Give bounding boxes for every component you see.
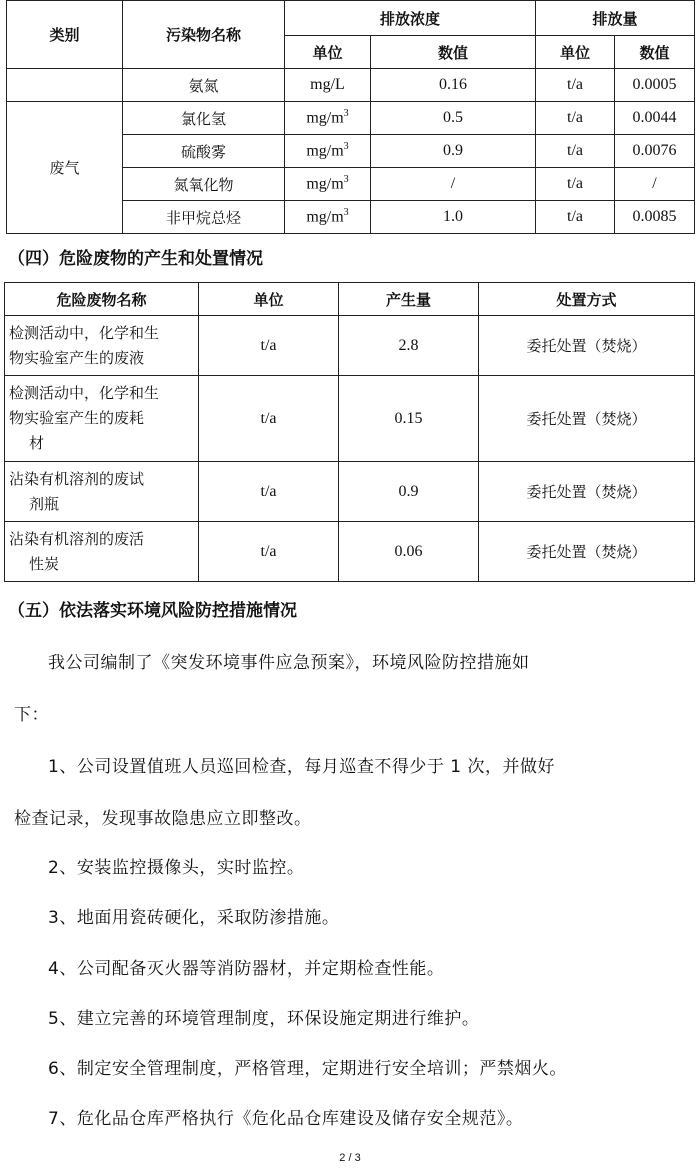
waste-disposal: 委托处置（焚烧） xyxy=(479,376,695,462)
conc-value: 0.16 xyxy=(371,69,536,102)
intro-paragraph-line2: 下： xyxy=(14,705,49,725)
emission-unit: t/a xyxy=(536,201,615,234)
header-concentration: 排放浓度 xyxy=(285,1,536,36)
measure-3: 3、地面用瓷砖硬化，采取防渗措施。 xyxy=(48,908,340,928)
emission-unit: t/a xyxy=(536,102,615,135)
pollutant-name: 氨氮 xyxy=(123,69,285,102)
conc-value: 0.5 xyxy=(371,102,536,135)
measure-2: 2、安装监控摄像头，实时监控。 xyxy=(48,858,305,878)
conc-unit: $mg/m^3$ xyxy=(285,135,371,168)
waste-amount: 0.15 xyxy=(339,376,479,462)
waste-unit: t/a xyxy=(199,522,339,582)
conc-value: 0.9 xyxy=(371,135,536,168)
waste-unit: t/a xyxy=(199,462,339,522)
page-number: 2 / 3 xyxy=(339,1152,361,1164)
emission-value: 0.0044 xyxy=(615,102,695,135)
waste-unit: t/a xyxy=(199,316,339,376)
waste-amount: 0.9 xyxy=(339,462,479,522)
table-row xyxy=(5,462,695,522)
table-row xyxy=(7,102,695,135)
header-amount: 产生量 xyxy=(339,283,479,316)
header-emission: 排放量 xyxy=(536,1,695,36)
waste-disposal: 委托处置（焚烧） xyxy=(479,522,695,582)
waste-disposal: 委托处置（焚烧） xyxy=(479,316,695,376)
measure-7: 7、危化品仓库严格执行《危化品仓库建设及储存安全规范》。 xyxy=(48,1109,524,1129)
conc-unit: mg/L xyxy=(285,69,371,102)
header-conc-value: 数值 xyxy=(371,36,536,69)
measure-4: 4、公司配备灭火器等消防器材，并定期检查性能。 xyxy=(48,959,445,979)
header-waste-name: 危险废物名称 xyxy=(5,283,199,316)
emission-table xyxy=(6,0,695,234)
intro-paragraph-line1: 我公司编制了《突发环境事件应急预案》，环境风险防控措施如 xyxy=(48,653,530,673)
pollutant-name: 硫酸雾 xyxy=(123,135,285,168)
conc-unit: $mg/m^3$ xyxy=(285,201,371,234)
pollutant-name: 非甲烷总烃 xyxy=(123,201,285,234)
waste-unit: t/a xyxy=(199,376,339,462)
waste-name: 沾染有机溶剂的废活 性炭 xyxy=(5,522,199,582)
table-row xyxy=(5,522,695,582)
waste-name: 检测活动中，化学和生 物实验室产生的废耗 材 xyxy=(5,376,199,462)
hazardous-waste-table xyxy=(4,282,695,582)
measure-5: 5、建立完善的环境管理制度，环保设施定期进行维护。 xyxy=(48,1009,480,1029)
emission-unit: t/a xyxy=(536,69,615,102)
category-waste-gas: 废气 xyxy=(7,102,123,234)
conc-unit: $mg/m^3$ xyxy=(285,168,371,201)
emission-value: 0.0076 xyxy=(615,135,695,168)
section-5-title: （五）依法落实环境风险防控措施情况 xyxy=(8,601,297,621)
table-row xyxy=(5,316,695,376)
pollutant-name: 氯化氢 xyxy=(123,102,285,135)
header-unit: 单位 xyxy=(199,283,339,316)
table-row xyxy=(7,69,695,102)
pollutant-name: 氮氧化物 xyxy=(123,168,285,201)
conc-unit: $mg/m^3$ xyxy=(285,102,371,135)
emission-unit: t/a xyxy=(536,135,615,168)
emission-unit: t/a xyxy=(536,168,615,201)
header-emission-value: 数值 xyxy=(615,36,695,69)
header-emission-unit: 单位 xyxy=(536,36,615,69)
emission-value: 0.0005 xyxy=(615,69,695,102)
section-4-title: （四）危险废物的产生和处置情况 xyxy=(8,249,263,269)
waste-disposal: 委托处置（焚烧） xyxy=(479,462,695,522)
category-cell xyxy=(7,69,123,102)
waste-amount: 2.8 xyxy=(339,316,479,376)
waste-name: 沾染有机溶剂的废试 剂瓶 xyxy=(5,462,199,522)
waste-name: 检测活动中，化学和生 物实验室产生的废液 xyxy=(5,316,199,376)
measure-6: 6、制定安全管理制度，严格管理，定期进行安全培训；严禁烟火。 xyxy=(48,1059,567,1079)
table-row xyxy=(5,376,695,462)
header-conc-unit: 单位 xyxy=(285,36,371,69)
waste-amount: 0.06 xyxy=(339,522,479,582)
conc-value: / xyxy=(371,168,536,201)
measure-1-line2: 检查记录，发现事故隐患应立即整改。 xyxy=(14,809,312,829)
header-pollutant: 污染物名称 xyxy=(123,1,285,69)
header-category: 类别 xyxy=(7,1,123,69)
conc-value: 1.0 xyxy=(371,201,536,234)
header-disposal: 处置方式 xyxy=(479,283,695,316)
measure-1-line1: 1、公司设置值班人员巡回检查，每月巡查不得少于 1 次，并做好 xyxy=(48,757,555,777)
emission-value: 0.0085 xyxy=(615,201,695,234)
emission-value: / xyxy=(615,168,695,201)
